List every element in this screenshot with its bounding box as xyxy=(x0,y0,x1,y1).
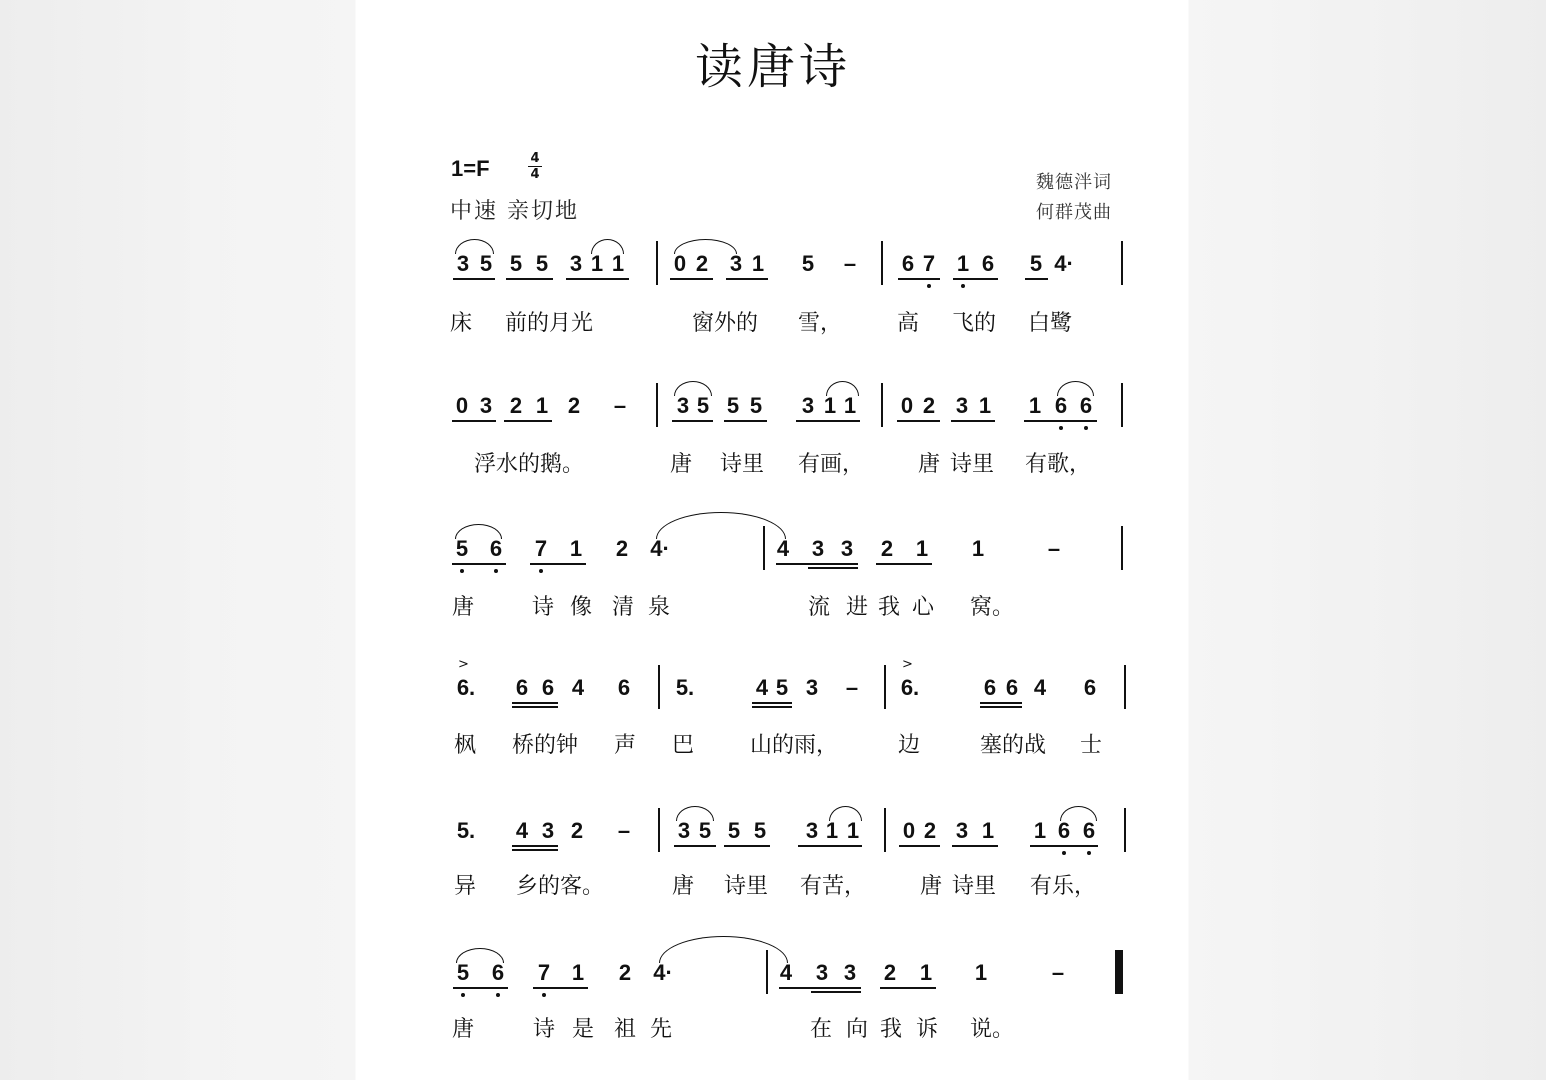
lyric-syllable: 清 xyxy=(612,595,635,620)
beam-underline xyxy=(506,278,553,280)
note: 5 xyxy=(726,393,740,418)
note: 6. xyxy=(456,675,476,700)
note: 3 xyxy=(815,960,829,985)
note: 5 xyxy=(535,251,549,276)
low-octave-dot xyxy=(460,569,464,573)
bar-line xyxy=(1121,383,1123,427)
low-octave-dot xyxy=(1059,426,1063,430)
bar-line xyxy=(656,241,658,285)
lyric-syllable: 泉 xyxy=(648,595,671,620)
beam-underline xyxy=(980,702,1022,704)
low-octave-dot xyxy=(1087,851,1091,855)
lyric-syllable: 有歌， xyxy=(1025,452,1092,477)
note: 0 xyxy=(902,818,916,843)
beam-underline xyxy=(951,420,995,422)
note: 3 xyxy=(811,536,825,561)
beam-underline xyxy=(726,278,768,280)
beam-underline xyxy=(880,987,936,989)
note: – xyxy=(1047,536,1061,561)
lyric-syllable: 桥的钟 xyxy=(512,733,579,758)
note: 1 xyxy=(825,818,839,843)
beam-underline xyxy=(452,420,496,422)
beam-underline xyxy=(512,849,558,851)
note: – xyxy=(845,675,859,700)
note: 5 xyxy=(696,393,710,418)
low-octave-dot xyxy=(1062,851,1066,855)
note: 6 xyxy=(541,675,555,700)
note: 5 xyxy=(1029,251,1043,276)
lyric-syllable: 向 xyxy=(846,1017,869,1042)
note: 1 xyxy=(535,393,549,418)
lyric-syllable: 乡的客。 xyxy=(516,874,605,899)
lyric-syllable: 浮水的鹅。 xyxy=(474,452,585,477)
note: 2 xyxy=(922,393,936,418)
bar-line xyxy=(881,241,883,285)
note: 6 xyxy=(515,675,529,700)
note: 1 xyxy=(843,393,857,418)
low-octave-dot xyxy=(539,569,543,573)
note: 5 xyxy=(509,251,523,276)
bar-line xyxy=(1121,241,1123,285)
lyric-syllable: 唐 xyxy=(670,452,693,477)
lyric-syllable: 诉 xyxy=(916,1017,939,1042)
lyric-syllable: 有苦， xyxy=(800,874,867,899)
note: 4 xyxy=(776,536,790,561)
note: 7 xyxy=(922,251,936,276)
note: 1 xyxy=(956,251,970,276)
note: – xyxy=(617,818,631,843)
lyric-syllable: 唐 xyxy=(452,595,475,620)
time-signature xyxy=(528,152,542,181)
note: 1 xyxy=(611,251,625,276)
lyricist-credit: 魏德泮词 xyxy=(1036,172,1112,193)
lyric-syllable: 士 xyxy=(1080,733,1103,758)
lyric-syllable: 巴 xyxy=(672,733,695,758)
beam-underline xyxy=(530,563,586,565)
note: 4· xyxy=(650,536,670,561)
lyric-syllable: 声 xyxy=(614,733,637,758)
note: 6 xyxy=(1083,675,1097,700)
lyric-syllable: 心 xyxy=(912,595,935,620)
lyric-syllable: 唐 xyxy=(672,874,695,899)
beam-underline xyxy=(1024,420,1097,422)
note: 1 xyxy=(919,960,933,985)
lyric-syllable: 山的雨， xyxy=(750,733,839,758)
lyric-syllable: 有乐， xyxy=(1030,874,1097,899)
beam-underline xyxy=(453,987,508,989)
final-bar-line xyxy=(1117,950,1121,994)
tempo-marking: 中速 亲切地 xyxy=(450,199,579,224)
note: 4· xyxy=(1054,251,1074,276)
note: 2 xyxy=(509,393,523,418)
note: 1 xyxy=(751,251,765,276)
beam-underline xyxy=(779,987,861,989)
beam-underline xyxy=(808,567,858,569)
beam-underline xyxy=(898,278,940,280)
time-signature-bottom: 4 xyxy=(530,167,540,182)
note: 4 xyxy=(779,960,793,985)
note: 2 xyxy=(880,536,894,561)
beam-underline xyxy=(452,563,506,565)
note: 1 xyxy=(1028,393,1042,418)
composer-credit: 何群茂曲 xyxy=(1036,202,1112,223)
low-octave-dot xyxy=(927,284,931,288)
bar-line xyxy=(1121,950,1123,994)
note: 5 xyxy=(456,960,470,985)
lyric-syllable: 高 xyxy=(897,311,920,336)
low-octave-dot xyxy=(1084,426,1088,430)
note: 5 xyxy=(455,536,469,561)
lyric-syllable: 像 xyxy=(570,595,593,620)
note: 6 xyxy=(1057,818,1071,843)
lyric-syllable: 诗 xyxy=(532,595,555,620)
note: 5 xyxy=(775,675,789,700)
lyric-syllable: 白鹭 xyxy=(1028,311,1073,336)
beam-underline xyxy=(899,845,940,847)
beam-underline xyxy=(724,845,770,847)
note: 1 xyxy=(571,960,585,985)
note: 2 xyxy=(923,818,937,843)
beam-underline xyxy=(776,563,858,565)
note: 1 xyxy=(978,393,992,418)
lyric-syllable: 边 xyxy=(898,733,921,758)
note: 4 xyxy=(571,675,585,700)
note: 5 xyxy=(698,818,712,843)
note: 5. xyxy=(456,818,476,843)
note: 6 xyxy=(491,960,505,985)
lyric-syllable: 诗里 xyxy=(724,874,769,899)
lyric-syllable: 先 xyxy=(650,1017,673,1042)
bar-line xyxy=(881,383,883,427)
note: 7 xyxy=(534,536,548,561)
lyric-syllable: 前的月光 xyxy=(505,311,594,336)
lyric-syllable: 窝。 xyxy=(970,595,1015,620)
note: 0 xyxy=(673,251,687,276)
note: 6. xyxy=(900,675,920,700)
beam-underline xyxy=(504,420,552,422)
note: 2 xyxy=(570,818,584,843)
note: 2 xyxy=(883,960,897,985)
lyric-syllable: 唐 xyxy=(920,874,943,899)
lyric-syllable: 诗 xyxy=(533,1017,556,1042)
note: 3 xyxy=(569,251,583,276)
note: 2 xyxy=(695,251,709,276)
lyric-syllable: 说。 xyxy=(970,1017,1015,1042)
lyric-syllable: 飞的 xyxy=(952,311,997,336)
low-octave-dot xyxy=(961,284,965,288)
beam-underline xyxy=(752,702,792,704)
note: 2 xyxy=(615,536,629,561)
note: 3 xyxy=(456,251,470,276)
beam-underline xyxy=(1025,278,1048,280)
lyric-syllable: 我 xyxy=(880,1017,903,1042)
note: 3 xyxy=(840,536,854,561)
note: 1 xyxy=(846,818,860,843)
note: 1 xyxy=(590,251,604,276)
low-octave-dot xyxy=(461,993,465,997)
bar-line xyxy=(1124,665,1126,709)
song-title: 读唐诗 xyxy=(694,39,851,95)
lyric-syllable: 是 xyxy=(572,1017,595,1042)
note: 3 xyxy=(729,251,743,276)
note: 5 xyxy=(727,818,741,843)
note: – xyxy=(1051,960,1065,985)
lyric-syllable: 诗里 xyxy=(952,874,997,899)
note: 0 xyxy=(900,393,914,418)
beam-underline xyxy=(674,845,716,847)
note: 5 xyxy=(479,251,493,276)
note: 0 xyxy=(455,393,469,418)
lyric-syllable: 诗里 xyxy=(950,452,995,477)
note: 6 xyxy=(1054,393,1068,418)
note: 5 xyxy=(801,251,815,276)
note: – xyxy=(843,251,857,276)
beam-underline xyxy=(566,278,629,280)
lyric-syllable: 塞的战 xyxy=(980,733,1047,758)
lyric-syllable: 在 xyxy=(810,1017,833,1042)
beam-underline xyxy=(811,991,861,993)
beam-underline xyxy=(512,845,558,847)
note: 4 xyxy=(755,675,769,700)
accent-mark: > xyxy=(902,657,913,672)
low-octave-dot xyxy=(494,569,498,573)
note: 6 xyxy=(901,251,915,276)
note: 3 xyxy=(805,818,819,843)
lyric-syllable: 有画， xyxy=(798,452,865,477)
lyric-syllable: 流 xyxy=(808,595,831,620)
note: 1 xyxy=(981,818,995,843)
note: 6 xyxy=(617,675,631,700)
low-octave-dot xyxy=(542,993,546,997)
note: 6 xyxy=(983,675,997,700)
note: 3 xyxy=(801,393,815,418)
beam-underline xyxy=(512,706,558,708)
lyric-syllable: 祖 xyxy=(614,1017,637,1042)
lyric-syllable: 床 xyxy=(450,311,473,336)
lyric-syllable: 我 xyxy=(878,595,901,620)
bar-line xyxy=(658,808,660,852)
beam-underline xyxy=(752,706,792,708)
note: 7 xyxy=(537,960,551,985)
note: 6 xyxy=(1079,393,1093,418)
bar-line xyxy=(884,808,886,852)
bar-line xyxy=(1124,808,1126,852)
lyric-syllable: 枫 xyxy=(454,733,477,758)
note: 1 xyxy=(823,393,837,418)
beam-underline xyxy=(724,420,767,422)
bar-line xyxy=(656,383,658,427)
note: 2 xyxy=(567,393,581,418)
note: 6 xyxy=(1082,818,1096,843)
note: 3 xyxy=(676,393,690,418)
lyric-syllable: 唐 xyxy=(918,452,941,477)
bar-line xyxy=(884,665,886,709)
note: 6 xyxy=(1005,675,1019,700)
note: 3 xyxy=(843,960,857,985)
beam-underline xyxy=(796,420,860,422)
lyric-syllable: 窗外的 xyxy=(692,311,759,336)
note: 2 xyxy=(618,960,632,985)
note: 1 xyxy=(1033,818,1047,843)
note: 1 xyxy=(974,960,988,985)
time-signature-top: 4 xyxy=(530,151,540,166)
beam-underline xyxy=(1030,845,1098,847)
lyric-syllable: 异 xyxy=(454,874,477,899)
beam-underline xyxy=(533,987,588,989)
note: 1 xyxy=(971,536,985,561)
beam-underline xyxy=(672,420,713,422)
note: 5 xyxy=(749,393,763,418)
beam-underline xyxy=(980,706,1022,708)
note: 1 xyxy=(569,536,583,561)
note: 4 xyxy=(515,818,529,843)
lyric-syllable: 诗里 xyxy=(720,452,765,477)
beam-underline xyxy=(953,278,998,280)
note: 6 xyxy=(981,251,995,276)
key-signature: 1=F xyxy=(451,156,490,181)
beam-underline xyxy=(512,702,558,704)
lyric-syllable: 进 xyxy=(846,595,869,620)
bar-line xyxy=(1121,526,1123,570)
note: 4· xyxy=(653,960,673,985)
note: 6 xyxy=(489,536,503,561)
beam-underline xyxy=(952,845,998,847)
note: 3 xyxy=(805,675,819,700)
note: 3 xyxy=(955,818,969,843)
accent-mark: > xyxy=(458,657,469,672)
note: 3 xyxy=(677,818,691,843)
lyric-syllable: 雪， xyxy=(798,311,843,336)
note: 5 xyxy=(753,818,767,843)
beam-underline xyxy=(798,845,862,847)
note: 3 xyxy=(541,818,555,843)
beam-underline xyxy=(897,420,940,422)
beam-underline xyxy=(453,278,495,280)
note: 3 xyxy=(955,393,969,418)
note: 1 xyxy=(915,536,929,561)
beam-underline xyxy=(670,278,713,280)
bar-line xyxy=(658,665,660,709)
note: 3 xyxy=(479,393,493,418)
beam-underline xyxy=(876,563,932,565)
note: 5. xyxy=(675,675,695,700)
note: – xyxy=(613,393,627,418)
lyric-syllable: 唐 xyxy=(452,1017,475,1042)
note: 4 xyxy=(1033,675,1047,700)
low-octave-dot xyxy=(496,993,500,997)
